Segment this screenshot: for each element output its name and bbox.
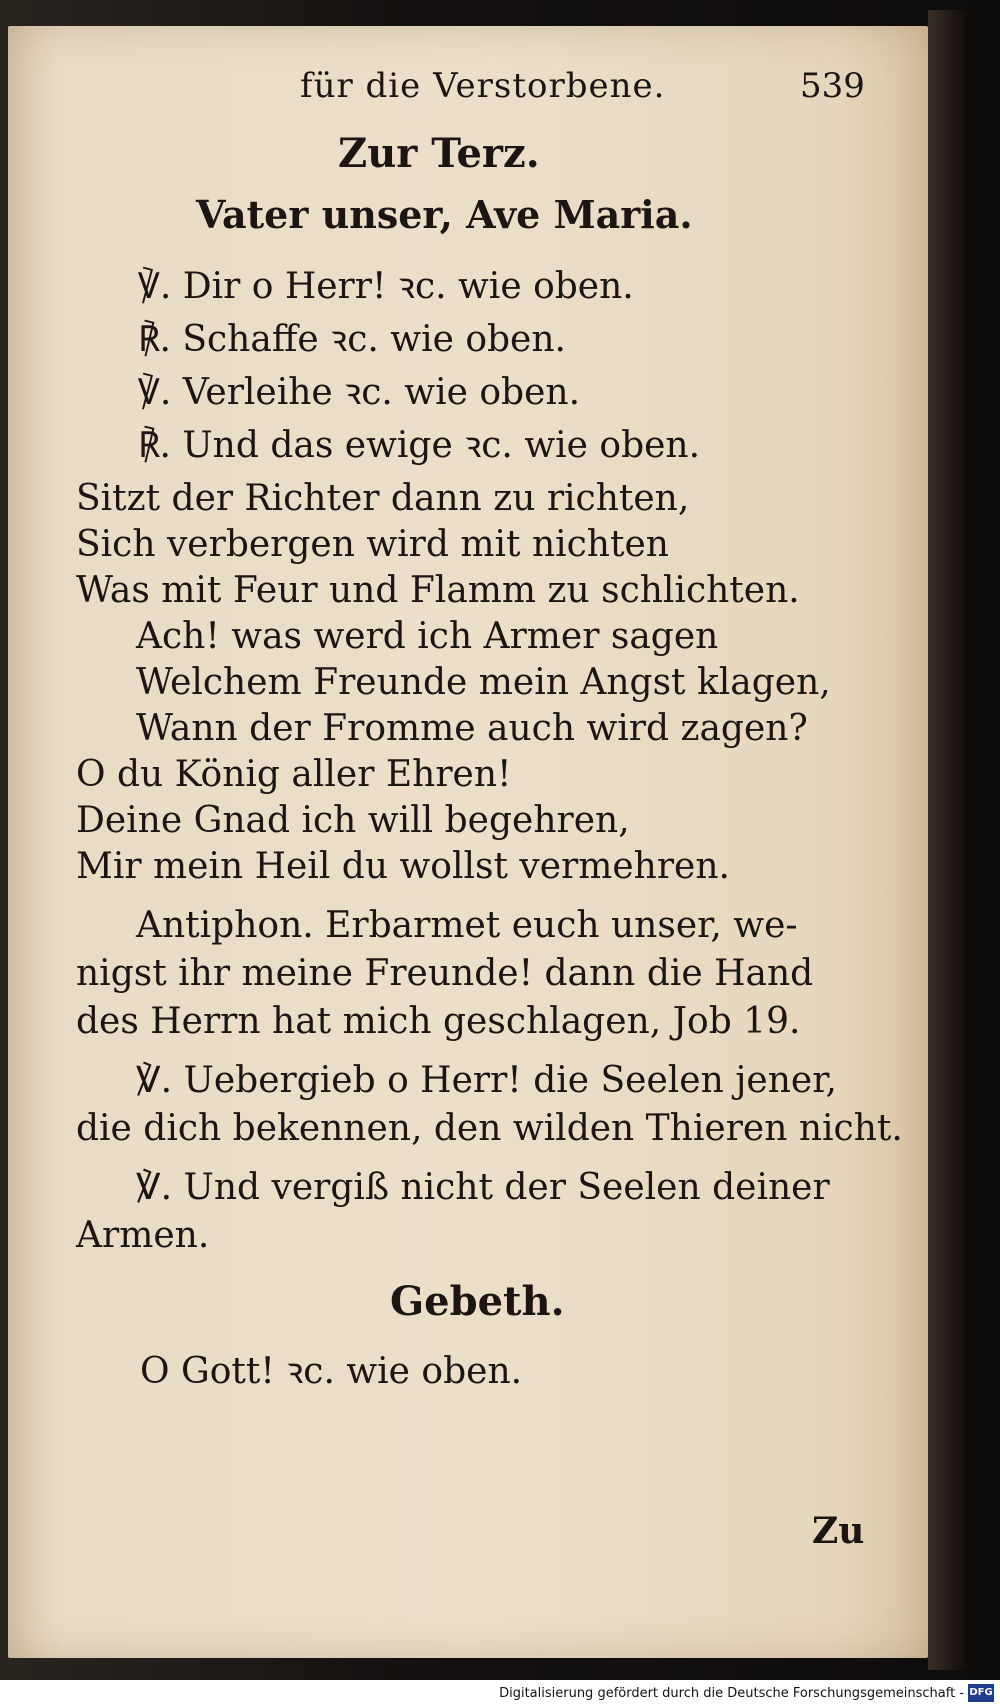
prayer-line: O Gott! ꝛc. wie oben. — [140, 1351, 523, 1392]
versicle-line: ℣. Und vergiß nicht der Seelen deiner — [136, 1167, 830, 1208]
versicle-line: ℣. Uebergieb o Herr! die Seelen jener, — [136, 1060, 837, 1101]
antiphon-line: nigst ihr meine Freunde! dann die Hand — [76, 953, 814, 994]
page-number: 539 — [800, 66, 865, 106]
poem-line: Sitzt der Richter dann zu richten, — [76, 478, 690, 519]
section-heading: Zur Terz. — [338, 130, 540, 177]
book-edge — [928, 10, 968, 1670]
poem-line: Sich verbergen wird mit nichten — [76, 524, 669, 565]
footer-bar — [0, 1680, 1000, 1707]
versicle-line: ℣. Dir o Herr! ꝛc. wie oben. — [138, 266, 634, 307]
antiphon-line: des Herrn hat mich geschlagen, Job 19. — [76, 1001, 801, 1042]
poem-line: O du König aller Ehren! — [76, 754, 512, 795]
poem-line: Welchem Freunde mein Angst klagen, — [136, 662, 831, 703]
versicle-line: Armen. — [76, 1215, 210, 1256]
section-heading: Gebeth. — [390, 1278, 565, 1325]
funding-notice: Digitalisierung gefördert durch die Deutsche Forschungsgemeinschaft - — [499, 1686, 964, 1701]
dfg-logo: DFG — [968, 1684, 994, 1702]
poem-line: Wann der Fromme auch wird zagen? — [136, 708, 808, 749]
versicle-line: die dich bekennen, den wilden Thieren nicht. — [76, 1108, 903, 1149]
versicle-line: ℟. Schaffe ꝛc. wie oben. — [138, 319, 566, 360]
poem-line: Ach! was werd ich Armer sagen — [136, 616, 719, 657]
poem-line: Was mit Feur und Flamm zu schlichten. — [76, 570, 800, 611]
catchword: Zu — [812, 1510, 865, 1552]
running-head: für die Verstorbene. — [300, 66, 666, 106]
poem-line: Deine Gnad ich will begehren, — [76, 800, 630, 841]
section-subheading: Vater unser, Ave Maria. — [196, 192, 693, 237]
poem-line: Mir mein Heil du wollst vermehren. — [76, 846, 730, 887]
versicle-line: ℣. Verleihe ꝛc. wie oben. — [138, 372, 581, 413]
versicle-line: ℟. Und das ewige ꝛc. wie oben. — [138, 425, 701, 466]
antiphon-line: Antiphon. Erbarmet euch unser, we- — [136, 905, 798, 946]
